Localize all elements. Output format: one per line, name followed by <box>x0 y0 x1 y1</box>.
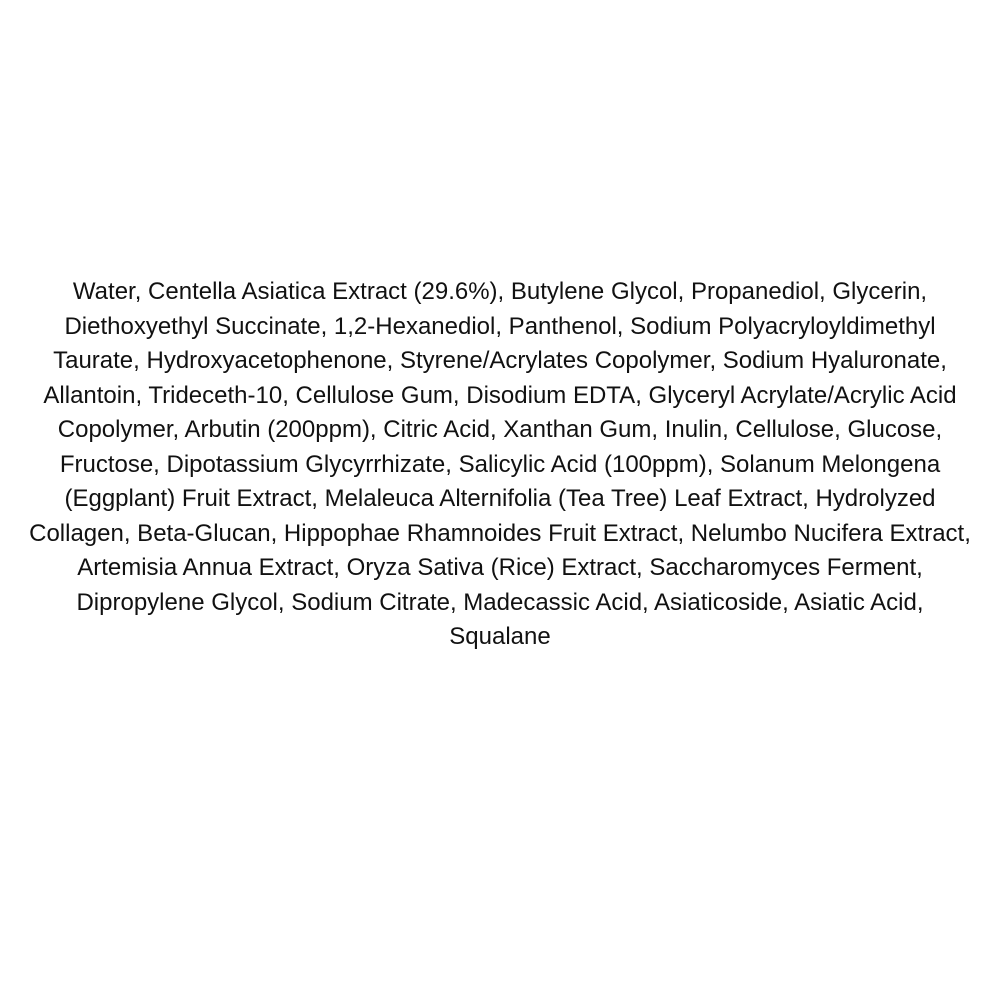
ingredients-list: Water, Centella Asiatica Extract (29.6%), Butylene Glycol, Propanediol, Glycerin, Diethoxyethyl Succinate, 1,2-Hexanediol, Panthenol, Sodium Polyacryloyldimethyl Taurate, Hydroxyacetophenone, Styrene/Acrylates Copolymer, Sodium Hyaluronate, Allantoin, Trideceth-10, Cellulose Gum, Disodium EDTA, Glyceryl Acrylate/Acrylic Acid Copolymer, Arbutin (200ppm), Citric Acid, Xanthan Gum, Inulin, Cellulose, Glucose, Fructose, Dipotassium Glycyrrhizate, Salicylic Acid (100ppm), Solanum Melongena (Eggplant) Fruit Extract, Melaleuca Alternifolia (Tea Tree) Leaf Extract, Hydrolyzed Collagen, Beta-Glucan, Hippophae Rhamnoides Fruit Extract, Nelumbo Nucifera Extract, Artemisia Annua Extract, Oryza Sativa (Rice) Extract, Saccharomyces Ferment, Dipropylene Glycol, Sodium Citrate, Madecassic Acid, Asiaticoside, Asiatic Acid, Squalane <box>29 278 971 651</box>
